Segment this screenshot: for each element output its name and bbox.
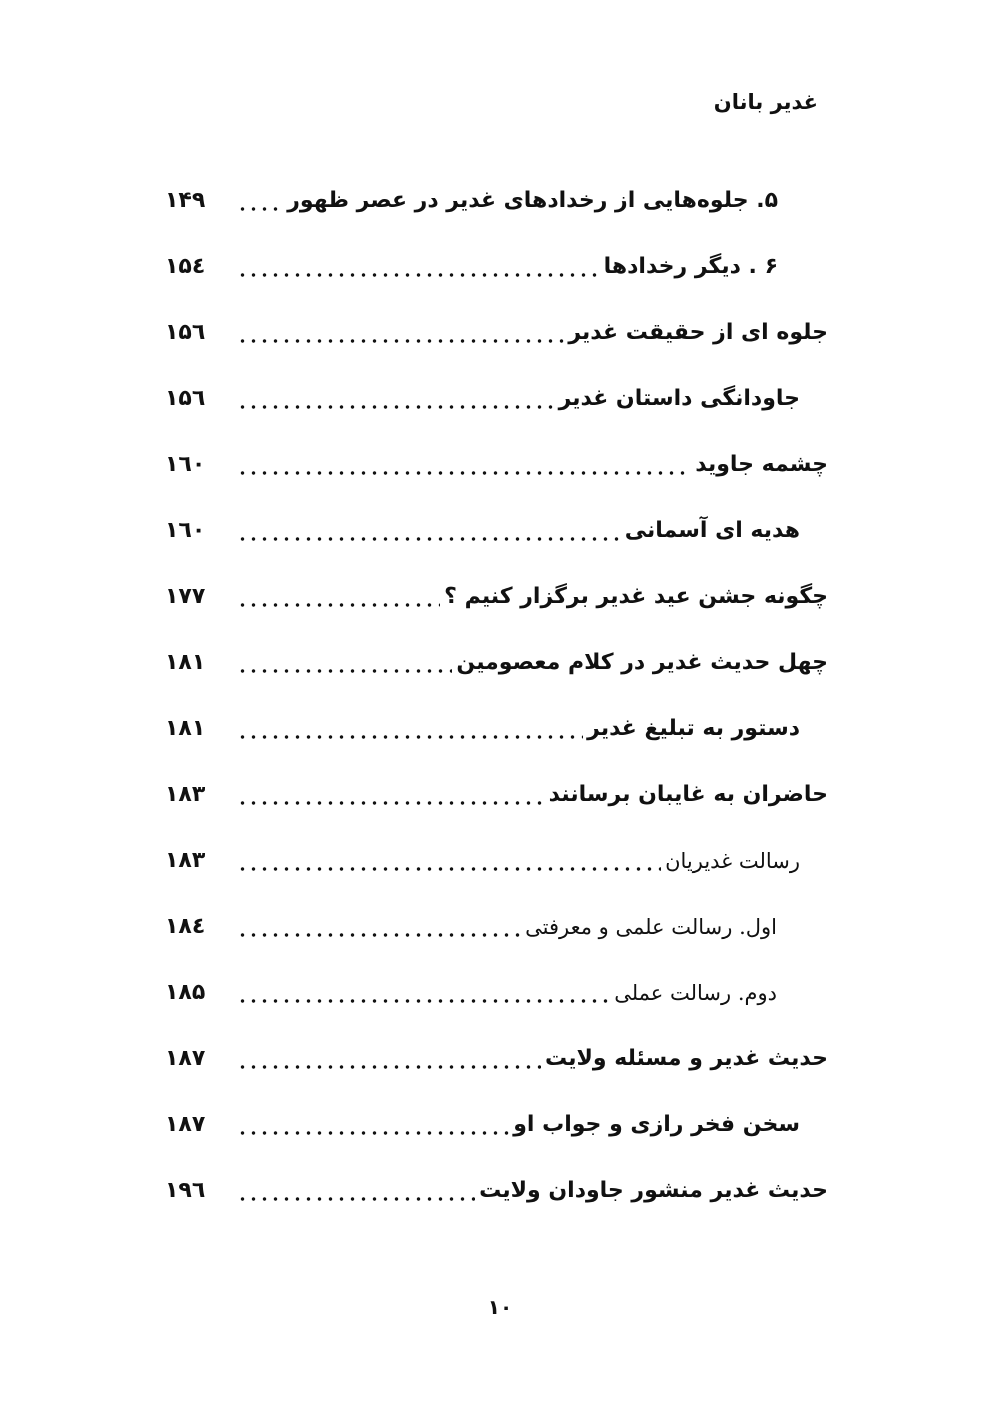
toc-entry-page: ۱۴۹ <box>165 188 206 213</box>
toc-entry-title: هدیه ای آسمانی <box>624 518 800 543</box>
toc-entry-page: ۱۸۳ <box>165 782 206 807</box>
dot-leader <box>237 1131 509 1135</box>
toc-entry[interactable] <box>165 906 777 946</box>
toc-entry-page: ۱٦۰ <box>165 452 206 477</box>
toc-entry-page: ۱۸۳ <box>165 848 206 873</box>
toc-entry[interactable] <box>165 510 800 550</box>
dot-leader <box>237 1065 541 1069</box>
toc-entry-title: چگونه جشن عید غدیر برگزار کنیم ؟ <box>444 584 828 609</box>
toc-entry-title: اول. رسالت علمی و معرفتی <box>525 915 777 939</box>
dot-leader <box>237 207 283 211</box>
toc-entry-title: رسالت غدیریان <box>665 849 800 873</box>
toc-entry[interactable] <box>165 840 800 880</box>
toc-entry[interactable] <box>165 774 828 814</box>
toc-entry-page: ۱۸۷ <box>165 1112 206 1137</box>
toc-entry[interactable] <box>165 972 777 1012</box>
table-of-contents <box>0 172 1000 1232</box>
dot-leader <box>237 801 545 805</box>
dot-leader <box>237 471 691 475</box>
dot-leader <box>237 537 621 541</box>
toc-entry-title: ۶ . دیگر رخدادها <box>603 254 778 279</box>
dot-leader <box>237 933 521 937</box>
toc-entry[interactable] <box>165 180 778 220</box>
toc-entry-page: ۱۸۱ <box>165 716 206 741</box>
toc-entry-title: ۵. جلوه‌هایی از رخدادهای غدیر در عصر ظهور <box>287 188 778 213</box>
toc-entry-title: جلوه ای از حقیقت غدیر <box>568 320 828 345</box>
dot-leader <box>237 867 661 871</box>
toc-entry-page: ۱۵٦ <box>165 320 206 345</box>
toc-entry-title: جاودانگی داستان غدیر <box>558 386 800 411</box>
toc-entry-page: ۱۷۷ <box>165 584 206 609</box>
page-number: ۱۰ <box>487 1295 513 1319</box>
dot-leader <box>237 999 610 1003</box>
toc-entry-title: دستور به تبلیغ غدیر <box>587 716 800 741</box>
toc-entry[interactable] <box>165 312 828 352</box>
toc-entry[interactable] <box>165 444 828 484</box>
dot-leader <box>237 339 564 343</box>
toc-entry-title: دوم. رسالت عملی <box>614 981 777 1005</box>
toc-entry[interactable] <box>165 576 828 616</box>
running-header-title: غدیر بانان <box>713 90 818 114</box>
toc-entry-page: ۱۵٦ <box>165 386 206 411</box>
toc-entry-page: ۱۸۱ <box>165 650 206 675</box>
toc-entry-page: ۱۸۵ <box>165 980 206 1005</box>
toc-entry-page: ۱۸۷ <box>165 1046 206 1071</box>
toc-entry-page: ۱٦۰ <box>165 518 206 543</box>
dot-leader <box>237 1197 475 1201</box>
toc-entry[interactable] <box>165 642 828 682</box>
dot-leader <box>237 669 452 673</box>
toc-entry[interactable] <box>165 1170 828 1210</box>
dot-leader <box>237 273 600 277</box>
toc-entry-title: حدیث غدیر و مسئله ولایت <box>544 1046 828 1071</box>
toc-entry-title: سخن فخر رازی و جواب او <box>513 1112 800 1137</box>
toc-entry-title: چشمه جاوید <box>695 452 828 477</box>
toc-entry-title: حاضران به غایبان برسانند <box>548 782 828 807</box>
toc-entry-page: ۱۸٤ <box>165 914 206 939</box>
dot-leader <box>237 405 555 409</box>
toc-entry[interactable] <box>165 378 800 418</box>
toc-entry-title: چهل حدیث غدیر در کلام معصومین <box>456 650 828 675</box>
toc-entry[interactable] <box>165 246 778 286</box>
toc-entry[interactable] <box>165 1104 800 1144</box>
dot-leader <box>237 735 583 739</box>
toc-entry-title: حدیث غدیر منشور جاودان ولایت <box>479 1178 828 1203</box>
toc-entry[interactable] <box>165 708 800 748</box>
toc-entry-page: ۱۵٤ <box>165 254 206 279</box>
toc-entry-page: ۱۹٦ <box>165 1178 206 1203</box>
toc-entry[interactable] <box>165 1038 828 1078</box>
dot-leader <box>237 603 440 607</box>
